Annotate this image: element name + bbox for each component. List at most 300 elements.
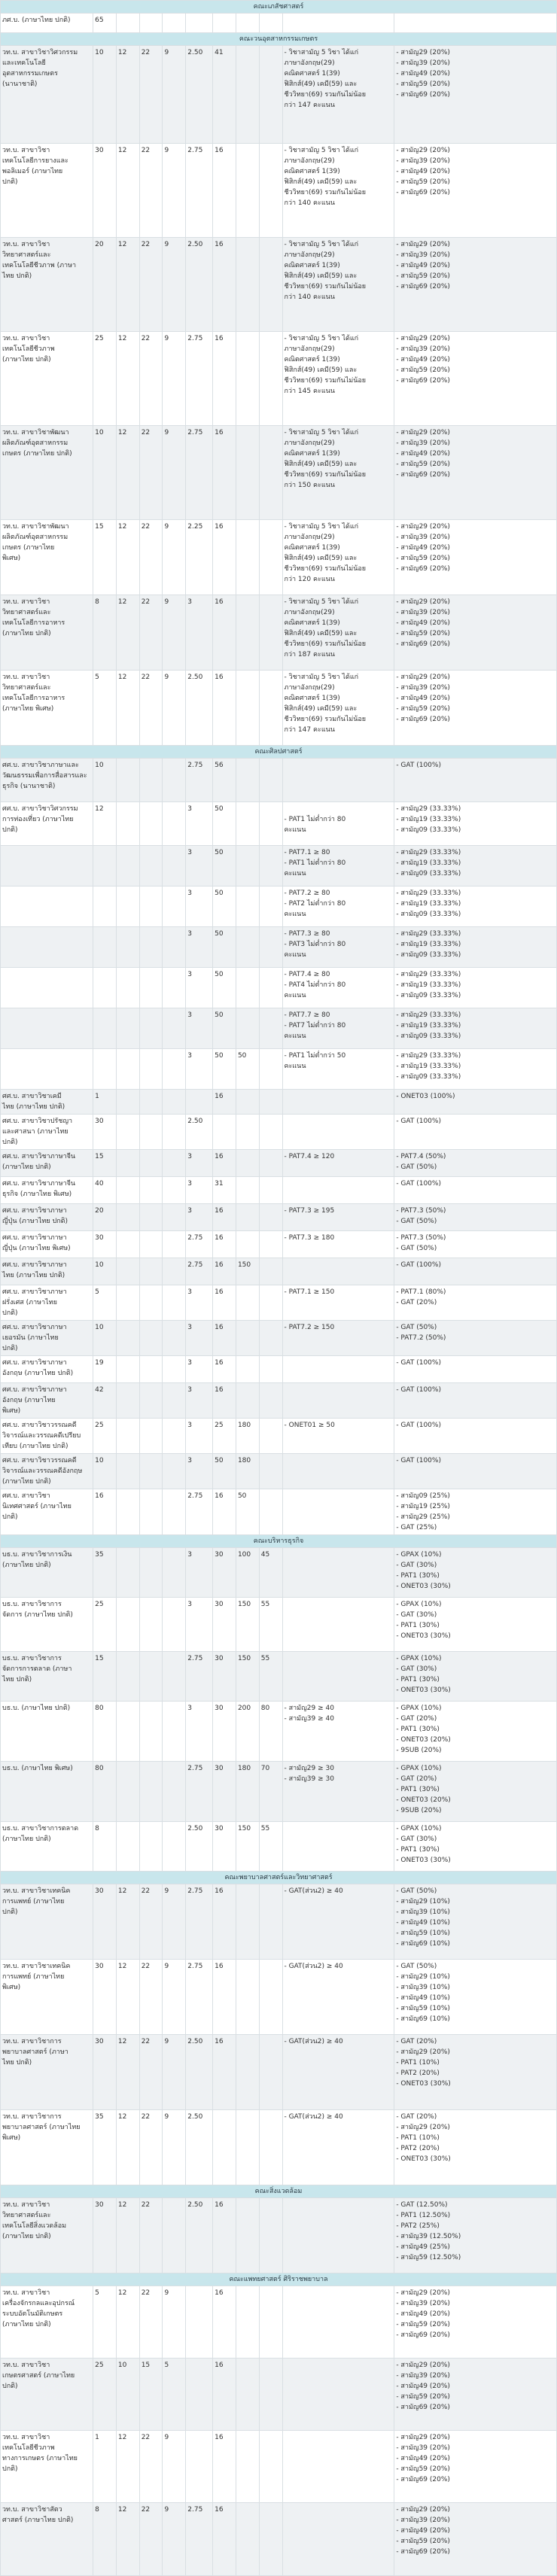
cell-line: - สามัญ59 (20%) [396,2465,450,2473]
table-row [1,1356,557,1383]
cell-name [1,968,93,1008]
cell-name [1,2110,93,2185]
cell-name [1,1598,93,1652]
cell-c6: 30 [213,1598,236,1652]
cell-c3 [139,1762,163,1822]
cell-c1: 42 [93,1383,117,1419]
cell-c4: 9 [163,1960,186,2035]
cell-line: อังกฤษ (ภาษาไทย [2,1397,56,1404]
cell-line: วัฒนธรรมเพื่อการสื่อสารและ [2,772,87,780]
cell-name [1,2503,93,2576]
cell-line: - สามัญ39 (20%) [396,2372,450,2380]
cell-c4 [163,1489,186,1535]
cell-c2 [116,1204,139,1231]
cell-line: - สามัญ29 (20%) [396,335,450,342]
cell-c8 [282,1960,394,2035]
cell-c7b [259,2110,282,2185]
cell-c1 [93,887,117,927]
cell-line: จัดการ (ภาษาไทย ปกติ) [2,1611,73,1619]
cell-line: - สามัญ59 (20%) [396,2321,450,2328]
cell-line: ภาษาอังกฤษ(29) [284,609,335,616]
cell-line: กว่า 120 คะแนน [284,576,335,583]
cell-c1 [93,846,117,887]
cell-c1: 15 [93,520,117,595]
cell-line: - PAT3 ไม่ต่ำกว่า 80 [284,941,346,948]
cell-c1 [93,927,117,968]
cell-line: - สามัญ59 (20%) [396,272,450,280]
cell-c3: 22 [139,520,163,595]
cell-c1: 10 [93,1321,117,1356]
cell-c1: 80 [93,1762,117,1822]
cell-c6: 50 [213,846,236,887]
cell-line: ภาษาอังกฤษ(29) [284,534,335,541]
cell-line: วท.บ. สาขาวิชา [2,241,50,248]
cell-line: - สามัญ29 (20%) [396,2506,450,2514]
cell-line: (ภาษาไทย ปกติ) [2,1562,51,1569]
cell-c6: 16 [213,1231,236,1258]
cell-line: - PAT7.3 ≥ 80 [284,930,330,938]
cell-line: - PAT1 ไม่ต่ำกว่า 50 [284,1052,346,1060]
cell-c2 [116,1177,139,1204]
cell-name [1,1049,93,1090]
cell-c5: 2.50 [186,238,213,332]
cell-c8 [282,1419,394,1454]
cell-c3 [139,1231,163,1258]
cell-line: ฟิสิกส์(49) เคมี(59) และ [284,461,358,468]
cell-c7 [236,1285,259,1321]
cell-c4: 9 [163,2286,186,2359]
cell-c5 [186,1090,213,1115]
cell-line: ปกติ) [2,178,18,186]
cell-line: พิเศษ) [2,555,21,562]
cell-line: - สามัญ49 (10%) [396,1994,450,2002]
cell-line: - PAT7 ไม่ต่ำกว่า 80 [284,1022,346,1029]
cell-line: - วิชาสามัญ 5 วิชา ได้แก่ [284,429,359,436]
cell-c8 [282,426,394,520]
cell-line: เทคโนโลยีชีวภาพ [2,2444,55,2452]
table-row [1,1321,557,1356]
cell-c2: 12 [116,426,139,520]
cell-c4 [163,968,186,1008]
cell-line: ฟิสิกส์(49) เคมี(59) และ [284,555,358,562]
cell-c7b: 80 [259,1702,282,1762]
cell-c7 [236,1150,259,1177]
cell-line: ฟิสิกส์(49) เคมี(59) และ [284,630,358,637]
cell-line: - GAT (30%) [396,1562,437,1569]
cell-c7b [259,1115,282,1150]
cell-line: ผลิตภัณฑ์อุตสาหกรรม [2,439,68,447]
cell-c9 [394,2431,557,2503]
cell-line: ศศ.บ. สาขาวิชาภาษา [2,1234,67,1242]
cell-line: - สามัญ09 (33.33%) [396,826,461,834]
cell-c5 [186,2359,213,2431]
cell-line: - PAT7.3 ≥ 180 [284,1234,335,1242]
cell-line: การแพทย์ (ภาษาไทย [2,1898,65,1905]
cell-c8 [282,1204,394,1231]
cell-c9 [394,671,557,746]
cell-c8 [282,1548,394,1598]
cell-c8 [282,2110,394,2185]
cell-c9 [394,802,557,846]
cell-c4: 9 [163,595,186,671]
table-row [1,1177,557,1204]
table-row [1,968,557,1008]
cell-line: คะแนน [284,1063,306,1070]
cell-name [1,1177,93,1204]
cell-line: วิทยาศาสตร์และ [2,251,51,259]
cell-name [1,1008,93,1049]
cell-c4 [163,1383,186,1419]
cell-c8 [282,2359,394,2431]
cell-line: - GAT (20%) [396,1715,437,1723]
cell-line: - PAT7.7 ≥ 80 [284,1011,330,1019]
cell-line: - PAT7.4 ≥ 80 [284,971,330,978]
cell-c6: 16 [213,1258,236,1285]
cell-c6: 50 [213,1454,236,1489]
cell-line: (ภาษาไทย ปกติ) [2,2321,51,2328]
cell-c1: 20 [93,238,117,332]
cell-name [1,595,93,671]
cell-line: - สามัญ29 (33.33%) [396,1011,461,1019]
cell-line: - วิชาสามัญ 5 วิชา ได้แก่ [284,241,359,248]
cell-line: - สามัญ29 (33.33%) [396,930,461,938]
cell-line: - สามัญ29 (33.33%) [396,971,461,978]
cell-c3 [139,1150,163,1177]
cell-line: ศศ.บ. สาขาวิชาปรัชญา [2,1118,73,1125]
cell-line: - สามัญ69 (20%) [396,283,450,290]
cell-line: ฟิสิกส์(49) เคมี(59) และ [284,81,358,88]
cell-c7 [236,46,259,144]
cell-line: - สามัญ59 (20%) [396,705,450,713]
cell-c5: 2.75 [186,1652,213,1702]
cell-line: - สามัญ69 (10%) [396,1940,450,1948]
table-row [1,2110,557,2185]
cell-c4 [163,1177,186,1204]
cell-c7b [259,1960,282,2035]
cell-line: ภาษาอังกฤษ(29) [284,59,335,67]
table-row [1,238,557,332]
cell-c2 [116,1285,139,1321]
cell-line: วท.บ. สาขาวิชาพัฒนา [2,523,69,531]
cell-line [285,804,393,814]
cell-line: - สามัญ39 (20%) [396,439,450,447]
cell-line: บธ.บ. สาขาวิชาการ [2,1601,62,1608]
cell-c4 [163,1652,186,1702]
cell-c9 [394,968,557,1008]
cell-line: - PAT7.1 ≥ 150 [284,1288,335,1296]
cell-c6: 16 [213,1960,236,2035]
cell-c7b [259,1454,282,1489]
cell-c1: 5 [93,1285,117,1321]
cell-line: วท.บ. สาขาวิชาพัฒนา [2,429,69,436]
cell-line: - สามัญ59 (10%) [396,2005,450,2012]
cell-c5: 3 [186,1383,213,1419]
cell-line: - สามัญ19 (33.33%) [396,941,461,948]
cell-c9 [394,1419,557,1454]
table-row [1,2359,557,2431]
cell-line: - PAT7.3 (50%) [396,1207,446,1215]
cell-c4 [163,1231,186,1258]
cell-line: - PAT7.2 ≥ 150 [284,1324,335,1331]
faculty-title: คณะสิ่งแวดล้อม [1,2185,557,2198]
cell-line: - สามัญ29 (20%) [396,241,450,248]
cell-line: ศศ.บ. สาขาวิชา [2,1492,50,1500]
cell-line: ภาษาอังกฤษ(29) [284,157,335,165]
cell-line: - GAT (100%) [396,1457,441,1464]
cell-line: ไทย ปกติ) [2,1676,32,1683]
table-row [1,1884,557,1960]
cell-c7: 100 [236,1548,259,1598]
cell-c4 [163,14,186,33]
cell-line: - สามัญ49 (20%) [396,168,450,175]
cell-c5: 3 [186,1204,213,1231]
cell-name [1,846,93,887]
cell-line: - สามัญ29 (20%) [396,2124,450,2131]
cell-c7b [259,887,282,927]
cell-c7 [236,802,259,846]
cell-line: - สามัญ59 (20%) [396,2393,450,2401]
cell-c3: 22 [139,1960,163,2035]
cell-c2 [116,14,139,33]
cell-line: พิเศษ) [2,2134,21,2142]
cell-c8 [282,1702,394,1762]
cell-c7b [259,1383,282,1419]
cell-line: - สามัญ29 (20%) [396,598,450,606]
cell-c6: 16 [213,1383,236,1419]
faculty-title: คณะเภสัชศาสตร์ [1,1,557,14]
cell-line: - GAT (100%) [396,1180,441,1188]
table-row [1,1285,557,1321]
cell-line: ฝรั่งเศส (ภาษาไทย [2,1299,57,1306]
cell-c5: 3 [186,927,213,968]
cell-c8 [282,887,394,927]
cell-line: - PAT7.4 ≥ 120 [284,1153,335,1160]
cell-line: - สามัญ59 (12.50%) [396,2254,461,2261]
cell-c2 [116,1702,139,1762]
cell-c9 [394,426,557,520]
table-row [1,671,557,746]
cell-line: เทคโนโลยีการอาหาร [2,619,65,627]
cell-line: วท.บ. สาขาวิชาวิศวกรรม [2,49,78,56]
cell-line: คะแนน [284,911,306,918]
cell-c8 [282,1822,394,1872]
cell-c5: 3 [186,1321,213,1356]
cell-c7 [236,887,259,927]
cell-name [1,1150,93,1177]
cell-c2: 12 [116,520,139,595]
cell-c4: 9 [163,46,186,144]
cell-c1: 25 [93,2359,117,2431]
cell-name [1,1419,93,1454]
cell-c5: 2.75 [186,1762,213,1822]
cell-line: - GPAX (10%) [396,1825,442,1832]
cell-c9 [394,1204,557,1231]
cell-line: ภศ.บ. (ภาษาไทย ปกติ) [2,17,71,24]
cell-line: - 9SUB (20%) [396,1747,442,1754]
cell-line: พยาบาลศาสตร์ (ภาษาไทย [2,2124,81,2131]
cell-c7b [259,1321,282,1356]
cell-line: - GAT(ส่วน2) ≥ 40 [284,1963,343,1970]
cell-c9 [394,2286,557,2359]
cell-c7b [259,968,282,1008]
cell-c6: 56 [213,759,236,802]
cell-c6: 50 [213,1008,236,1049]
cell-line: - สามัญ39 ≥ 30 [284,1775,334,1783]
cell-c3: 22 [139,46,163,144]
cell-line: และเทคโนโลยี [2,59,46,67]
cell-c8 [282,1598,394,1652]
cell-line: - สามัญ39 (20%) [396,251,450,259]
cell-c2 [116,846,139,887]
cell-line: ชีววิทยา(69) รวมกันไม่น้อย [284,91,367,99]
cell-line: ชีววิทยา(69) รวมกันไม่น้อย [284,377,367,385]
cell-c7b [259,1419,282,1454]
cell-c2 [116,1383,139,1419]
cell-line: ฟิสิกส์(49) เคมี(59) และ [284,705,358,713]
cell-line: พิเศษ) [2,1984,21,1991]
cell-c2 [116,1231,139,1258]
cell-line: ปกติ) [2,1309,18,1317]
cell-c6: 30 [213,1548,236,1598]
cell-c5: 2.75 [186,426,213,520]
cell-line: - สามัญ59 (10%) [396,1930,450,1937]
table-row [1,1150,557,1177]
cell-c2: 12 [116,332,139,426]
cell-c7b [259,2198,282,2273]
cell-c5: 2.50 [186,1822,213,1872]
cell-c6: 16 [213,1204,236,1231]
cell-c3: 22 [139,2198,163,2273]
cell-line: เทคโนโลยีชีวภาพ (ภาษา [2,262,77,269]
cell-c8 [282,1884,394,1960]
cell-line: คณิตศาสตร์ 1(39) [284,262,340,269]
cell-c7b [259,1177,282,1204]
cell-line: - ONET03 (100%) [396,1093,455,1100]
cell-c8 [282,595,394,671]
cell-c1 [93,968,117,1008]
cell-c4 [163,1090,186,1115]
cell-line: - PAT1 (10%) [396,2059,440,2067]
cell-line: คณิตศาสตร์ 1(39) [284,450,340,458]
cell-line: - สามัญ69 (20%) [396,2476,450,2483]
cell-line: (ภาษาไทย ปกติ) [2,1478,51,1486]
cell-line: - PAT2 (25%) [396,2222,440,2230]
cell-line: ปกติ) [2,1908,18,1916]
cell-line: - GAT (50%) [396,1963,437,1970]
cell-c3 [139,1489,163,1535]
cell-c8 [282,1383,394,1419]
cell-c9 [394,1598,557,1652]
cell-c6: 16 [213,1356,236,1383]
cell-line: - GAT (50%) [396,1887,437,1895]
cell-c7b [259,332,282,426]
cell-c7b [259,927,282,968]
faculty-title: คณะพยาบาลศาสตร์และวิทยาศาสตร์ [1,1872,557,1884]
cell-line: วท.บ. สาขาวิชา [2,2201,50,2209]
cell-c6: 50 [213,802,236,846]
cell-c4: 9 [163,332,186,426]
cell-name [1,1548,93,1598]
cell-line: ชีววิทยา(69) รวมกันไม่น้อย [284,283,367,290]
cell-c1: 40 [93,1177,117,1204]
cell-c6: 50 [213,927,236,968]
cell-c4 [163,1285,186,1321]
cell-line: - PAT7.3 ≥ 195 [284,1207,335,1215]
cell-line: วท.บ. สาขาวิชาการ [2,2113,62,2121]
cell-line: - GPAX (10%) [396,1551,442,1559]
cell-name [1,1321,93,1356]
cell-line: วท.บ. สาขาวิชา [2,2362,50,2369]
cell-c9 [394,759,557,802]
cell-line: บธ.บ. สาขาวิชาการตลาด [2,1825,79,1832]
cell-c3 [139,1419,163,1454]
cell-c5: 2.75 [186,332,213,426]
cell-c9 [394,2198,557,2273]
cell-c7b [259,1489,282,1535]
cell-c6: 41 [213,46,236,144]
cell-c2 [116,1258,139,1285]
cell-line: - สามัญ29 (33.33%) [396,805,461,813]
cell-c2 [116,1115,139,1150]
cell-c2: 12 [116,2503,139,2576]
cell-c2 [116,1321,139,1356]
cell-c4 [163,1356,186,1383]
cell-line: - สามัญ39 (10%) [396,1984,450,1991]
cell-name [1,2035,93,2110]
cell-line: ฟิสิกส์(49) เคมี(59) และ [284,178,358,186]
cell-c7b [259,1884,282,1960]
cell-line: - วิชาสามัญ 5 วิชา ได้แก่ [284,674,359,681]
cell-line: - สามัญ49 (25%) [396,2243,450,2251]
cell-c2 [116,1090,139,1115]
cell-line: - GPAX (10%) [396,1655,442,1662]
cell-line: - ONET01 ≥ 50 [284,1422,335,1429]
cell-line: - GAT(ส่วน2) ≥ 40 [284,1887,343,1895]
cell-c4 [163,1548,186,1598]
cell-c5: 3 [186,802,213,846]
cell-line: - GAT (100%) [396,1118,441,1125]
cell-line: - วิชาสามัญ 5 วิชา ได้แก่ [284,598,359,606]
cell-c7b: 55 [259,1598,282,1652]
cell-line: - สามัญ49 (20%) [396,2383,450,2390]
cell-c6: 16 [213,2198,236,2273]
cell-c7b [259,2503,282,2576]
cell-line: - 9SUB (20%) [396,1807,442,1814]
cell-c3 [139,846,163,887]
cell-c5: 3 [186,1702,213,1762]
cell-name [1,520,93,595]
cell-line: - วิชาสามัญ 5 วิชา ได้แก่ [284,335,359,342]
cell-line: - สามัญ39 (20%) [396,684,450,692]
cell-c6: 30 [213,1762,236,1822]
cell-line: เกษตรศาสตร์ (ภาษาไทย [2,2372,75,2380]
cell-c7 [236,1115,259,1150]
cell-c7 [236,595,259,671]
cell-line: คณิตศาสตร์ 1(39) [284,70,340,78]
cell-line: - GAT (100%) [396,1261,441,1269]
cell-c4 [163,1598,186,1652]
cell-line: - วิชาสามัญ 5 วิชา ได้แก่ [284,49,359,56]
cell-c2 [116,927,139,968]
cell-c6: 16 [213,2503,236,2576]
cell-c3 [139,1702,163,1762]
cell-c7b [259,238,282,332]
faculty-title: คณะบริหารธุรกิจ [1,1535,557,1548]
cell-c1: 30 [93,2035,117,2110]
cell-line: - สามัญ39 (20%) [396,59,450,67]
cell-line: - GAT (30%) [396,1835,437,1843]
cell-c7b [259,1090,282,1115]
